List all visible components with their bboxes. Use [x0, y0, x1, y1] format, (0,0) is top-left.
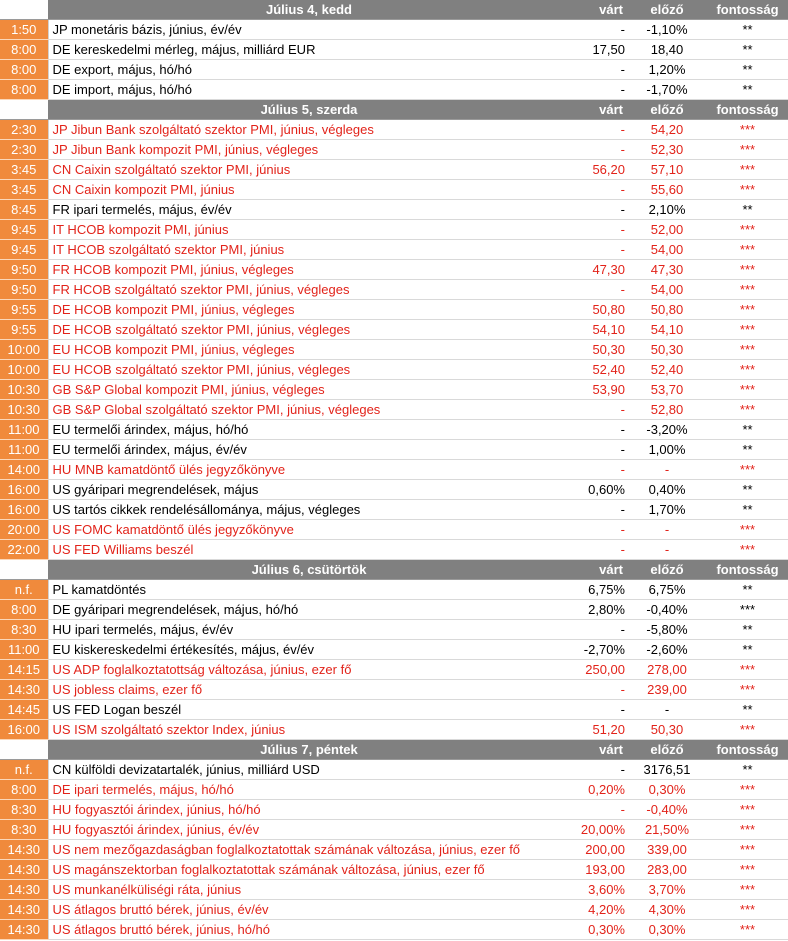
event-time: 1:50 — [0, 20, 48, 40]
event-time: 14:30 — [0, 680, 48, 700]
previous-value: 54,20 — [627, 120, 707, 140]
header-spacer — [0, 560, 48, 580]
table-row — [0, 660, 788, 680]
importance-stars: *** — [707, 180, 788, 200]
expected-value: - — [570, 140, 627, 160]
event-name: US gyáripari megrendelések, május — [48, 480, 570, 500]
event-time: 2:30 — [0, 120, 48, 140]
event-time: 8:30 — [0, 820, 48, 840]
day-header-row — [0, 100, 788, 120]
event-time: 14:15 — [0, 660, 48, 680]
event-time: 8:45 — [0, 200, 48, 220]
importance-stars: *** — [707, 140, 788, 160]
table-row — [0, 220, 788, 240]
expected-value: - — [570, 440, 627, 460]
importance-stars: *** — [707, 820, 788, 840]
table-row — [0, 160, 788, 180]
previous-value: 339,00 — [627, 840, 707, 860]
table-row — [0, 620, 788, 640]
event-name: DE HCOB szolgáltató szektor PMI, június, végleges — [48, 320, 570, 340]
expected-column-header: várt — [570, 100, 627, 120]
expected-value: - — [570, 400, 627, 420]
expected-value: 3,60% — [570, 880, 627, 900]
expected-value: - — [570, 520, 627, 540]
table-row — [0, 80, 788, 100]
table-row — [0, 820, 788, 840]
event-time: 10:30 — [0, 400, 48, 420]
event-name: US magánszektorban foglalkoztatottak számának változása, június, ezer fő — [48, 860, 570, 880]
event-time: 14:00 — [0, 460, 48, 480]
importance-stars: *** — [707, 320, 788, 340]
table-row — [0, 60, 788, 80]
table-row — [0, 400, 788, 420]
event-time: 8:00 — [0, 780, 48, 800]
previous-value: - — [627, 540, 707, 560]
day-title: Július 7, péntek — [48, 740, 570, 760]
importance-stars: ** — [707, 480, 788, 500]
expected-value: - — [570, 240, 627, 260]
event-name: EU termelői árindex, május, év/év — [48, 440, 570, 460]
event-name: IT HCOB szolgáltató szektor PMI, június — [48, 240, 570, 260]
event-name: GB S&P Global kompozit PMI, június, végleges — [48, 380, 570, 400]
table-row — [0, 680, 788, 700]
previous-value: 54,10 — [627, 320, 707, 340]
event-name: CN Caixin kompozit PMI, június — [48, 180, 570, 200]
event-name: DE export, május, hó/hó — [48, 60, 570, 80]
expected-value: 51,20 — [570, 720, 627, 740]
table-row — [0, 860, 788, 880]
event-name: HU fogyasztói árindex, június, hó/hó — [48, 800, 570, 820]
importance-stars: *** — [707, 220, 788, 240]
event-time: 16:00 — [0, 480, 48, 500]
event-name: US munkanélküliségi ráta, június — [48, 880, 570, 900]
event-name: EU termelői árindex, május, hó/hó — [48, 420, 570, 440]
importance-column-header: fontosság — [707, 100, 788, 120]
header-spacer — [0, 740, 48, 760]
previous-value: 3,70% — [627, 880, 707, 900]
event-time: 10:00 — [0, 340, 48, 360]
previous-value: 4,30% — [627, 900, 707, 920]
expected-value: 4,20% — [570, 900, 627, 920]
table-row — [0, 280, 788, 300]
importance-stars: *** — [707, 540, 788, 560]
expected-value: 193,00 — [570, 860, 627, 880]
importance-stars: ** — [707, 440, 788, 460]
expected-value: 50,30 — [570, 340, 627, 360]
day-header-row — [0, 560, 788, 580]
importance-stars: ** — [707, 640, 788, 660]
expected-value: - — [570, 180, 627, 200]
event-name: HU MNB kamatdöntő ülés jegyzőkönyve — [48, 460, 570, 480]
table-row — [0, 240, 788, 260]
importance-stars: *** — [707, 360, 788, 380]
expected-value: - — [570, 800, 627, 820]
day-title: Július 6, csütörtök — [48, 560, 570, 580]
table-row — [0, 800, 788, 820]
table-row — [0, 900, 788, 920]
previous-column-header: előző — [627, 0, 707, 20]
expected-column-header: várt — [570, 560, 627, 580]
event-name: US FOMC kamatdöntő ülés jegyzőkönyve — [48, 520, 570, 540]
event-name: FR ipari termelés, május, év/év — [48, 200, 570, 220]
expected-value: 200,00 — [570, 840, 627, 860]
event-name: FR HCOB szolgáltató szektor PMI, június, végleges — [48, 280, 570, 300]
importance-stars: ** — [707, 80, 788, 100]
previous-value: 55,60 — [627, 180, 707, 200]
expected-value: - — [570, 760, 627, 780]
table-row — [0, 920, 788, 940]
event-name: US FED Logan beszél — [48, 700, 570, 720]
expected-value: - — [570, 60, 627, 80]
expected-value: - — [570, 120, 627, 140]
day-title: Július 4, kedd — [48, 0, 570, 20]
event-time: 9:55 — [0, 320, 48, 340]
event-name: US átlagos bruttó bérek, június, év/év — [48, 900, 570, 920]
table-row — [0, 760, 788, 780]
expected-value: 0,20% — [570, 780, 627, 800]
event-name: DE import, május, hó/hó — [48, 80, 570, 100]
event-time: 9:45 — [0, 240, 48, 260]
table-row — [0, 260, 788, 280]
table-row — [0, 420, 788, 440]
previous-value: 283,00 — [627, 860, 707, 880]
importance-stars: *** — [707, 300, 788, 320]
event-time: 20:00 — [0, 520, 48, 540]
previous-value: 6,75% — [627, 580, 707, 600]
event-time: 9:50 — [0, 260, 48, 280]
expected-column-header: várt — [570, 740, 627, 760]
day-header-row — [0, 740, 788, 760]
previous-value: 52,80 — [627, 400, 707, 420]
previous-value: - — [627, 700, 707, 720]
event-time: 8:30 — [0, 800, 48, 820]
table-row — [0, 40, 788, 60]
importance-stars: *** — [707, 680, 788, 700]
table-row — [0, 20, 788, 40]
expected-value: 0,30% — [570, 920, 627, 940]
previous-value: 2,10% — [627, 200, 707, 220]
previous-value: 1,00% — [627, 440, 707, 460]
previous-value: 50,80 — [627, 300, 707, 320]
event-name: US nem mezőgazdaságban foglalkoztatottak számának változása, június, ezer fő — [48, 840, 570, 860]
event-time: 8:30 — [0, 620, 48, 640]
table-row — [0, 720, 788, 740]
importance-stars: ** — [707, 420, 788, 440]
expected-value: - — [570, 420, 627, 440]
event-time: 2:30 — [0, 140, 48, 160]
event-time: 22:00 — [0, 540, 48, 560]
event-time: 8:00 — [0, 600, 48, 620]
event-time: 9:45 — [0, 220, 48, 240]
previous-value: -1,10% — [627, 20, 707, 40]
table-row — [0, 340, 788, 360]
expected-value: 17,50 — [570, 40, 627, 60]
previous-value: 278,00 — [627, 660, 707, 680]
event-time: 3:45 — [0, 180, 48, 200]
expected-value: - — [570, 700, 627, 720]
previous-value: 54,00 — [627, 240, 707, 260]
event-name: FR HCOB kompozit PMI, június, végleges — [48, 260, 570, 280]
table-row — [0, 140, 788, 160]
previous-value: -2,60% — [627, 640, 707, 660]
expected-value: - — [570, 680, 627, 700]
event-name: GB S&P Global szolgáltató szektor PMI, június, végleges — [48, 400, 570, 420]
importance-stars: *** — [707, 880, 788, 900]
expected-value: - — [570, 280, 627, 300]
previous-value: -5,80% — [627, 620, 707, 640]
expected-value: 52,40 — [570, 360, 627, 380]
event-time: 10:30 — [0, 380, 48, 400]
expected-value: 2,80% — [570, 600, 627, 620]
event-name: US tartós cikkek rendelésállománya, május, végleges — [48, 500, 570, 520]
importance-stars: *** — [707, 460, 788, 480]
importance-stars: ** — [707, 20, 788, 40]
event-time: 14:45 — [0, 700, 48, 720]
event-name: US ISM szolgáltató szektor Index, június — [48, 720, 570, 740]
event-time: 10:00 — [0, 360, 48, 380]
importance-column-header: fontosság — [707, 0, 788, 20]
importance-stars: *** — [707, 660, 788, 680]
importance-stars: *** — [707, 340, 788, 360]
importance-stars: ** — [707, 580, 788, 600]
importance-stars: *** — [707, 400, 788, 420]
table-row — [0, 500, 788, 520]
previous-column-header: előző — [627, 560, 707, 580]
previous-value: -3,20% — [627, 420, 707, 440]
expected-value: -2,70% — [570, 640, 627, 660]
importance-stars: ** — [707, 760, 788, 780]
importance-stars: *** — [707, 520, 788, 540]
event-time: 9:55 — [0, 300, 48, 320]
table-row — [0, 120, 788, 140]
event-time: 14:30 — [0, 880, 48, 900]
event-time: 14:30 — [0, 900, 48, 920]
previous-value: 47,30 — [627, 260, 707, 280]
event-name: CN külföldi devizatartalék, június, milliárd USD — [48, 760, 570, 780]
event-name: PL kamatdöntés — [48, 580, 570, 600]
previous-value: 1,20% — [627, 60, 707, 80]
previous-value: 52,30 — [627, 140, 707, 160]
previous-value: 21,50% — [627, 820, 707, 840]
event-name: IT HCOB kompozit PMI, június — [48, 220, 570, 240]
table-row — [0, 380, 788, 400]
previous-value: -1,70% — [627, 80, 707, 100]
previous-value: - — [627, 520, 707, 540]
event-name: EU HCOB kompozit PMI, június, végleges — [48, 340, 570, 360]
table-row — [0, 440, 788, 460]
importance-stars: ** — [707, 200, 788, 220]
table-row — [0, 520, 788, 540]
event-name: DE kereskedelmi mérleg, május, milliárd EUR — [48, 40, 570, 60]
expected-value: 54,10 — [570, 320, 627, 340]
event-time: 14:30 — [0, 860, 48, 880]
importance-stars: ** — [707, 60, 788, 80]
table-row — [0, 780, 788, 800]
previous-value: 50,30 — [627, 720, 707, 740]
importance-stars: *** — [707, 280, 788, 300]
previous-value: 239,00 — [627, 680, 707, 700]
previous-value: - — [627, 460, 707, 480]
previous-value: -0,40% — [627, 800, 707, 820]
previous-value: -0,40% — [627, 600, 707, 620]
event-time: n.f. — [0, 580, 48, 600]
previous-column-header: előző — [627, 100, 707, 120]
event-name: JP monetáris bázis, június, év/év — [48, 20, 570, 40]
event-name: US átlagos bruttó bérek, június, hó/hó — [48, 920, 570, 940]
event-name: JP Jibun Bank szolgáltató szektor PMI, június, végleges — [48, 120, 570, 140]
event-time: 11:00 — [0, 640, 48, 660]
previous-value: 3176,51 — [627, 760, 707, 780]
table-row — [0, 360, 788, 380]
expected-value: 56,20 — [570, 160, 627, 180]
event-time: 9:50 — [0, 280, 48, 300]
table-row — [0, 840, 788, 860]
previous-value: 18,40 — [627, 40, 707, 60]
event-time: 16:00 — [0, 500, 48, 520]
event-name: DE gyáripari megrendelések, május, hó/hó — [48, 600, 570, 620]
header-spacer — [0, 100, 48, 120]
importance-stars: *** — [707, 920, 788, 940]
importance-stars: *** — [707, 600, 788, 620]
importance-stars: *** — [707, 720, 788, 740]
table-row — [0, 880, 788, 900]
previous-value: 1,70% — [627, 500, 707, 520]
event-time: 16:00 — [0, 720, 48, 740]
expected-value: 53,90 — [570, 380, 627, 400]
importance-stars: ** — [707, 40, 788, 60]
header-spacer — [0, 0, 48, 20]
importance-stars: *** — [707, 860, 788, 880]
expected-value: - — [570, 200, 627, 220]
expected-value: - — [570, 220, 627, 240]
expected-value: - — [570, 540, 627, 560]
day-title: Július 5, szerda — [48, 100, 570, 120]
event-name: EU kiskereskedelmi értékesítés, május, év/év — [48, 640, 570, 660]
event-time: 8:00 — [0, 80, 48, 100]
table-row — [0, 200, 788, 220]
event-name: DE ipari termelés, május, hó/hó — [48, 780, 570, 800]
event-name: HU fogyasztói árindex, június, év/év — [48, 820, 570, 840]
event-time: 8:00 — [0, 40, 48, 60]
expected-value: 50,80 — [570, 300, 627, 320]
previous-value: 52,40 — [627, 360, 707, 380]
expected-value: 20,00% — [570, 820, 627, 840]
event-name: US jobless claims, ezer fő — [48, 680, 570, 700]
event-name: US ADP foglalkoztatottság változása, június, ezer fő — [48, 660, 570, 680]
table-row — [0, 300, 788, 320]
table-row — [0, 480, 788, 500]
previous-value: 54,00 — [627, 280, 707, 300]
day-header-row — [0, 0, 788, 20]
expected-value: 250,00 — [570, 660, 627, 680]
expected-value: 6,75% — [570, 580, 627, 600]
previous-value: 53,70 — [627, 380, 707, 400]
importance-stars: *** — [707, 800, 788, 820]
expected-value: - — [570, 620, 627, 640]
expected-column-header: várt — [570, 0, 627, 20]
importance-column-header: fontosság — [707, 740, 788, 760]
table-row — [0, 640, 788, 660]
importance-column-header: fontosság — [707, 560, 788, 580]
event-time: 11:00 — [0, 440, 48, 460]
event-name: CN Caixin szolgáltató szektor PMI, június — [48, 160, 570, 180]
expected-value: - — [570, 20, 627, 40]
event-time: 14:30 — [0, 840, 48, 860]
event-name: DE HCOB kompozit PMI, június, végleges — [48, 300, 570, 320]
previous-value: 52,00 — [627, 220, 707, 240]
importance-stars: *** — [707, 380, 788, 400]
expected-value: - — [570, 460, 627, 480]
table-row — [0, 460, 788, 480]
event-time: 11:00 — [0, 420, 48, 440]
importance-stars: *** — [707, 780, 788, 800]
previous-value: 0,30% — [627, 920, 707, 940]
importance-stars: *** — [707, 840, 788, 860]
expected-value: 0,60% — [570, 480, 627, 500]
event-name: EU HCOB szolgáltató szektor PMI, június, végleges — [48, 360, 570, 380]
table-row — [0, 600, 788, 620]
importance-stars: ** — [707, 500, 788, 520]
previous-value: 0,30% — [627, 780, 707, 800]
previous-column-header: előző — [627, 740, 707, 760]
event-name: US FED Williams beszél — [48, 540, 570, 560]
importance-stars: ** — [707, 620, 788, 640]
table-row — [0, 580, 788, 600]
previous-value: 50,30 — [627, 340, 707, 360]
event-time: 3:45 — [0, 160, 48, 180]
event-time: n.f. — [0, 760, 48, 780]
table-row — [0, 320, 788, 340]
event-name: HU ipari termelés, május, év/év — [48, 620, 570, 640]
event-time: 8:00 — [0, 60, 48, 80]
importance-stars: *** — [707, 900, 788, 920]
table-row — [0, 180, 788, 200]
table-row — [0, 700, 788, 720]
expected-value: - — [570, 500, 627, 520]
expected-value: - — [570, 80, 627, 100]
table-row — [0, 540, 788, 560]
event-time: 14:30 — [0, 920, 48, 940]
importance-stars: *** — [707, 120, 788, 140]
previous-value: 0,40% — [627, 480, 707, 500]
importance-stars: *** — [707, 260, 788, 280]
importance-stars: ** — [707, 700, 788, 720]
event-name: JP Jibun Bank kompozit PMI, június, végleges — [48, 140, 570, 160]
importance-stars: *** — [707, 240, 788, 260]
previous-value: 57,10 — [627, 160, 707, 180]
expected-value: 47,30 — [570, 260, 627, 280]
importance-stars: *** — [707, 160, 788, 180]
